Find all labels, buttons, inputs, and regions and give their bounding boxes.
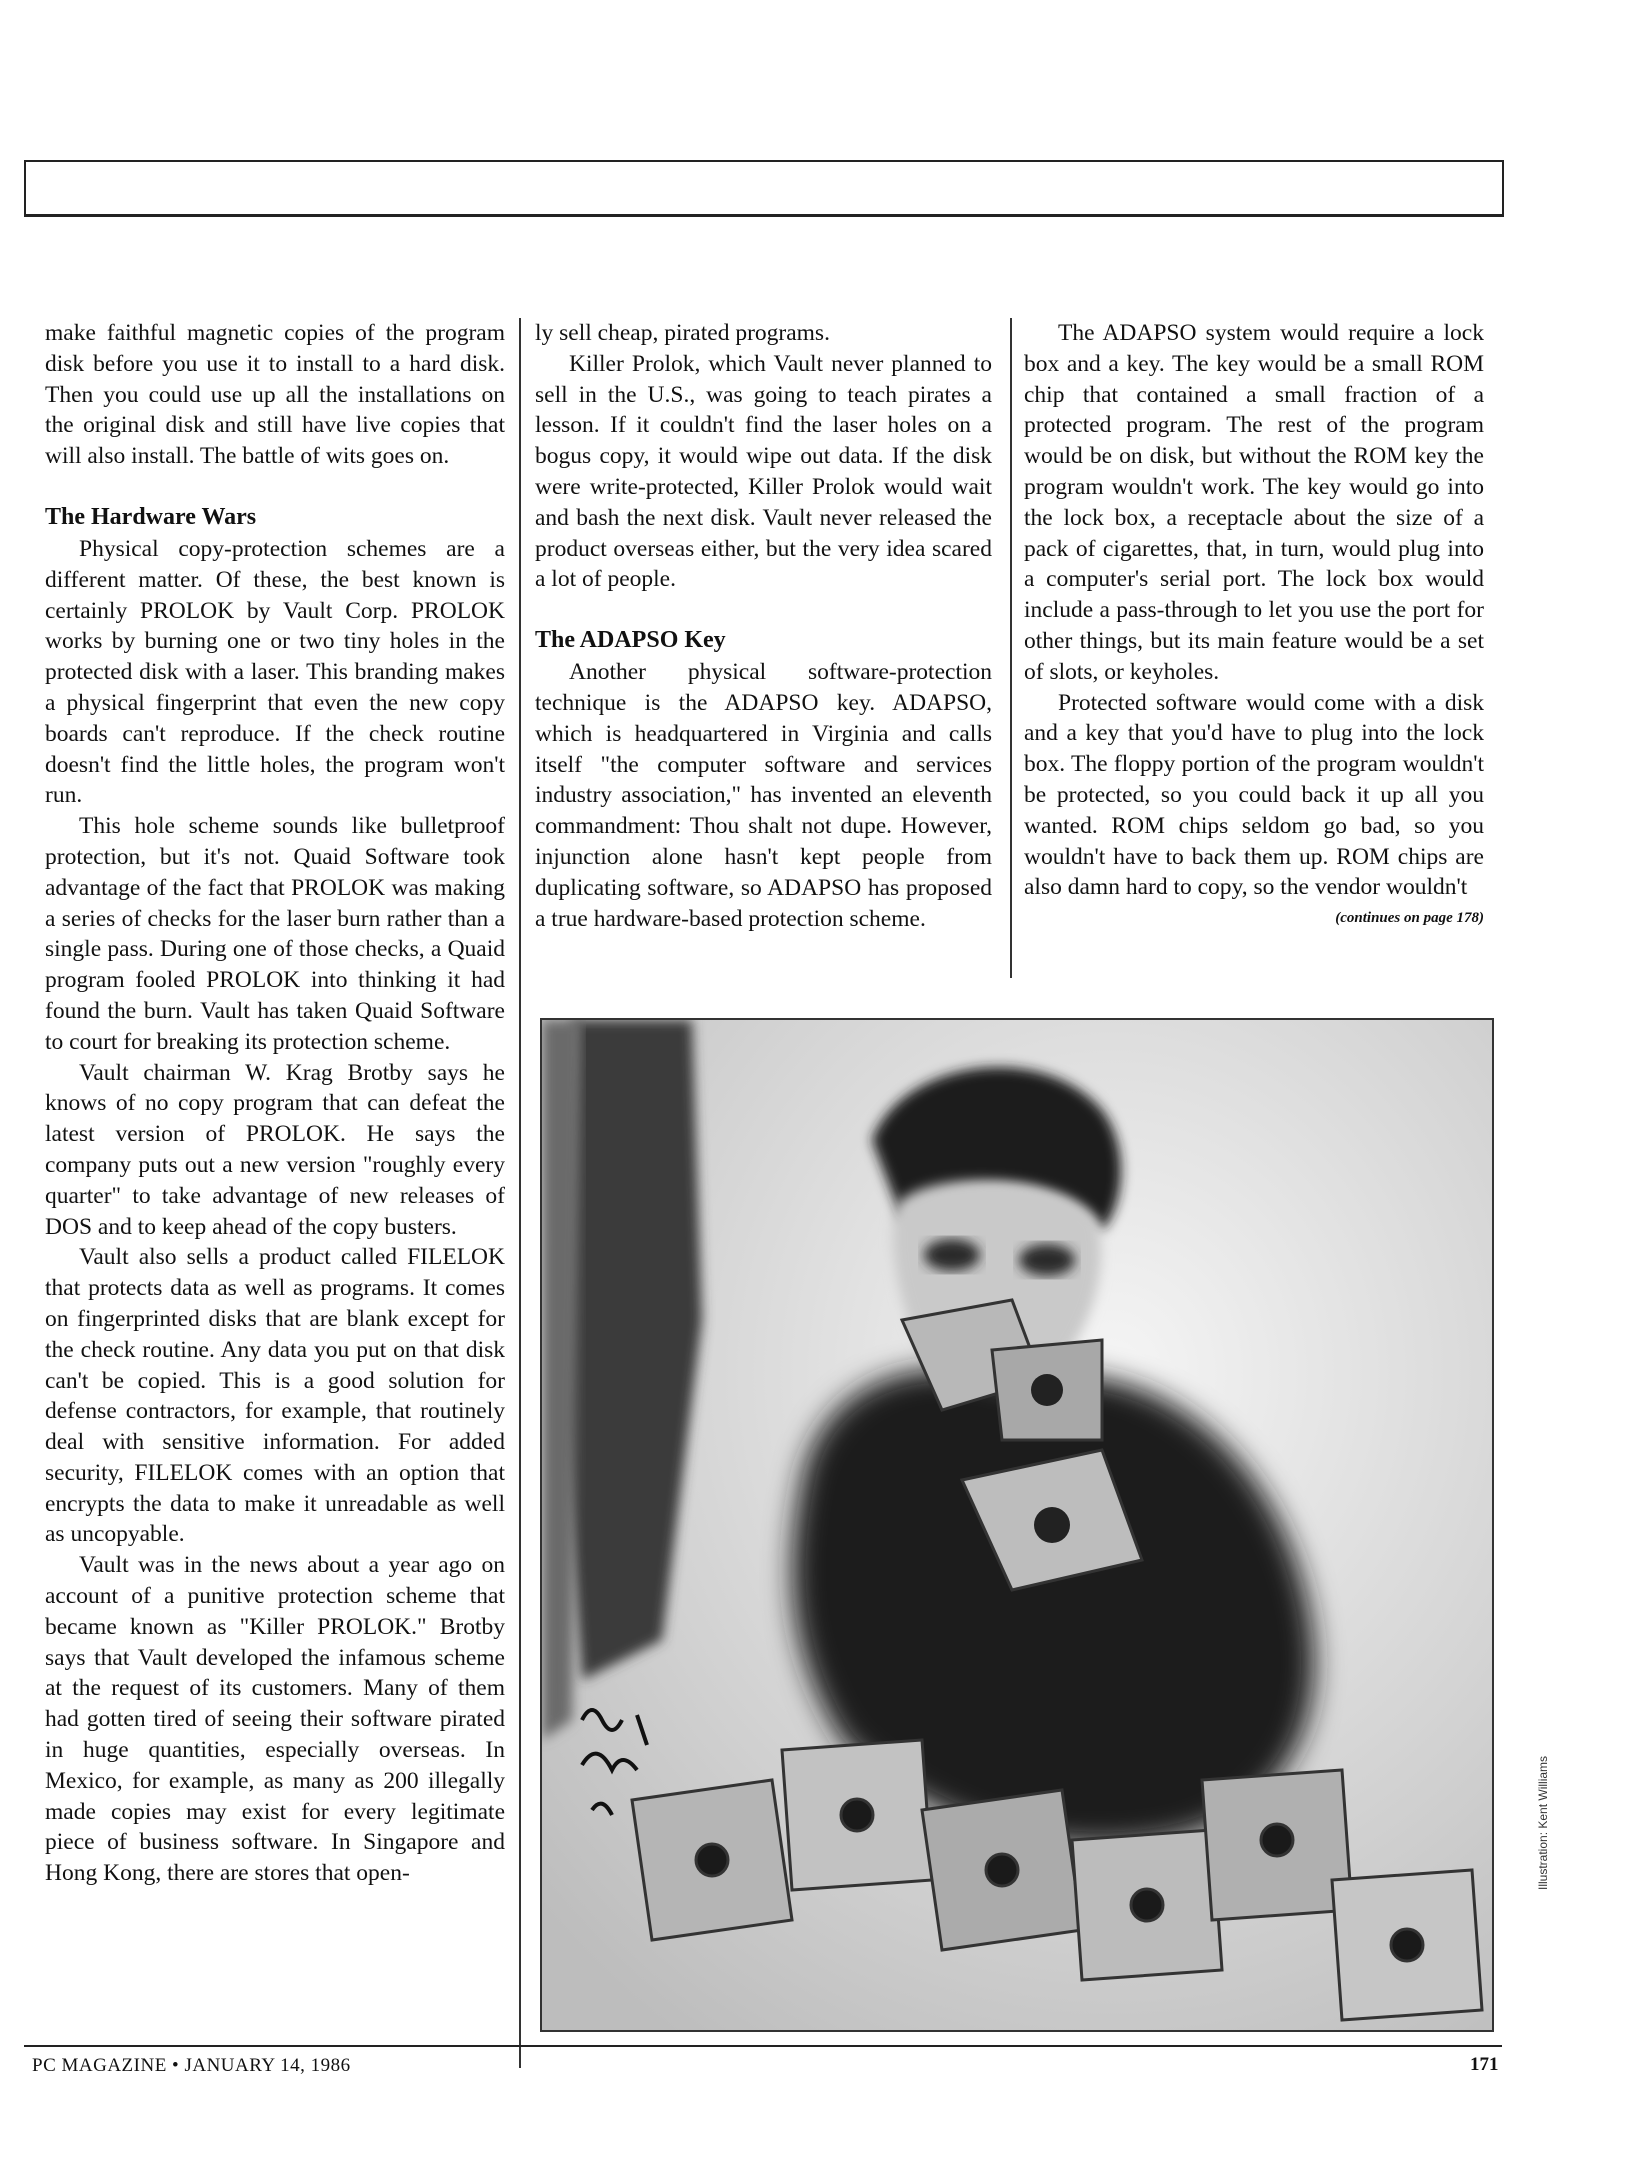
section-heading-adapso-key: The ADAPSO Key bbox=[535, 627, 726, 654]
continued-note: (continues on page 178) bbox=[1335, 910, 1484, 927]
publication-info: PC MAGAZINE • JANUARY 14, 1986 bbox=[32, 2055, 351, 2076]
article-column-2 bbox=[535, 318, 992, 934]
page-number: 171 bbox=[1470, 2054, 1499, 2075]
illustration-drawing bbox=[542, 1020, 1492, 2030]
column-divider bbox=[519, 318, 521, 2068]
header-frame bbox=[24, 160, 1504, 217]
paragraph: Vault chairman W. Krag Brotby says he knows of no copy program that can defeat the latest version of PROLOK. He says the company puts out a new version "roughly every quarter" to take advantage of new releases of DOS and to keep ahead of the copy busters. bbox=[45, 1059, 505, 1240]
illustration bbox=[540, 1018, 1494, 2032]
illustration-credit: Illustration: Kent Williams bbox=[1536, 1755, 1550, 1890]
footer-divider bbox=[24, 2045, 1502, 2047]
paragraph: make faithful magnetic copies of the program disk before you use it to install to a hard disk. Then you could use up all the installations on the original disk and still have live copies that will also install. The battle of wits goes on. bbox=[45, 320, 505, 470]
paragraph: Physical copy-protection schemes are a different matter. Of these, the best known is certainly PROLOK by Vault Corp. PROLOK works by burning one or two tiny holes in the protected disk with a laser. This branding makes a physical fingerprint that even the new copy boards can't reproduce. If the check routine doesn't find the little holes, the program won't run. bbox=[45, 535, 505, 809]
paragraph: This hole scheme sounds like bulletproof protection, but it's not. Quaid Software took advantage of the fact that PROLOK was making a series of checks for the laser burn rather than a single pass. During one of those checks, a Quaid program fooled PROLOK into thinking it had found the burn. Vault has taken Quaid Software to court for breaking its protection scheme. bbox=[45, 813, 505, 1055]
section-heading-hardware-wars: The Hardware Wars bbox=[45, 503, 257, 530]
article-column-1 bbox=[45, 318, 505, 1889]
paragraph: ly sell cheap, pirated programs. bbox=[535, 320, 830, 346]
paragraph: Killer Prolok, which Vault never planned to sell in the U.S., was going to teach pirates a lesson. If it couldn't find the laser holes on a bogus copy, it would wipe out data. If the disk were write-protected, Killer Prolok would wait and bash the next disk. Vault never released the product overseas either, but the very idea scared a lot of people. bbox=[535, 350, 992, 593]
paragraph: The ADAPSO system would require a lock box and a key. The key would be a small ROM chip that contained a small fraction of a protected program. The rest of the program would be on disk, but without the ROM key the program wouldn't work. The key would go into the lock box, a receptacle about the size of a pack of cigarettes, that, in turn, would plug into a computer's serial port. The lock box would include a pass-through to let you use the port for other things, but its main feature would be a set of slots, or keyholes. bbox=[1024, 320, 1484, 685]
column-divider bbox=[1010, 318, 1012, 978]
paragraph: Vault was in the news about a year ago on account of a punitive protection scheme that became known as "Killer PROLOK." Brotby says that Vault developed the infamous scheme at the request of its customers. Many of them had gotten tired of seeing their software pirated in huge quantities, especially overseas. In Mexico, for example, as many as 200 illegally made copies may exist for every legitimate piece of business software. In Singapore and Hong Kong, there are stores that open- bbox=[45, 1552, 505, 1887]
paragraph: Another physical software-protection technique is the ADAPSO key. ADAPSO, which is headquartered in Virginia and calls itself "the computer software and services industry association," has invented an eleventh commandment: Thou shalt not dupe. However, injunction alone hasn't kept people from duplicating software, so ADAPSO has proposed a true hardware-based protection scheme. bbox=[535, 659, 992, 932]
paragraph: Protected software would come with a disk and a key that you'd have to plug into the lock box. The floppy portion of the program wouldn't be protected, so you could back it up all you wanted. ROM chips seldom go bad, so you wouldn't have to back them up. ROM chips are also damn hard to copy, so the vendor wouldn't bbox=[1024, 689, 1484, 901]
paragraph: Vault also sells a product called FILELOK that protects data as well as programs. It comes on fingerprinted disks that are blank except for the check routine. Any data you put on that disk can't be copied. This is a good solution for defense contractors, for example, that routinely deal with sensitive information. For added security, FILELOK comes with an option that encrypts the data to make it unreadable as well as uncopyable. bbox=[45, 1244, 505, 1548]
article-column-3 bbox=[1024, 318, 1484, 934]
